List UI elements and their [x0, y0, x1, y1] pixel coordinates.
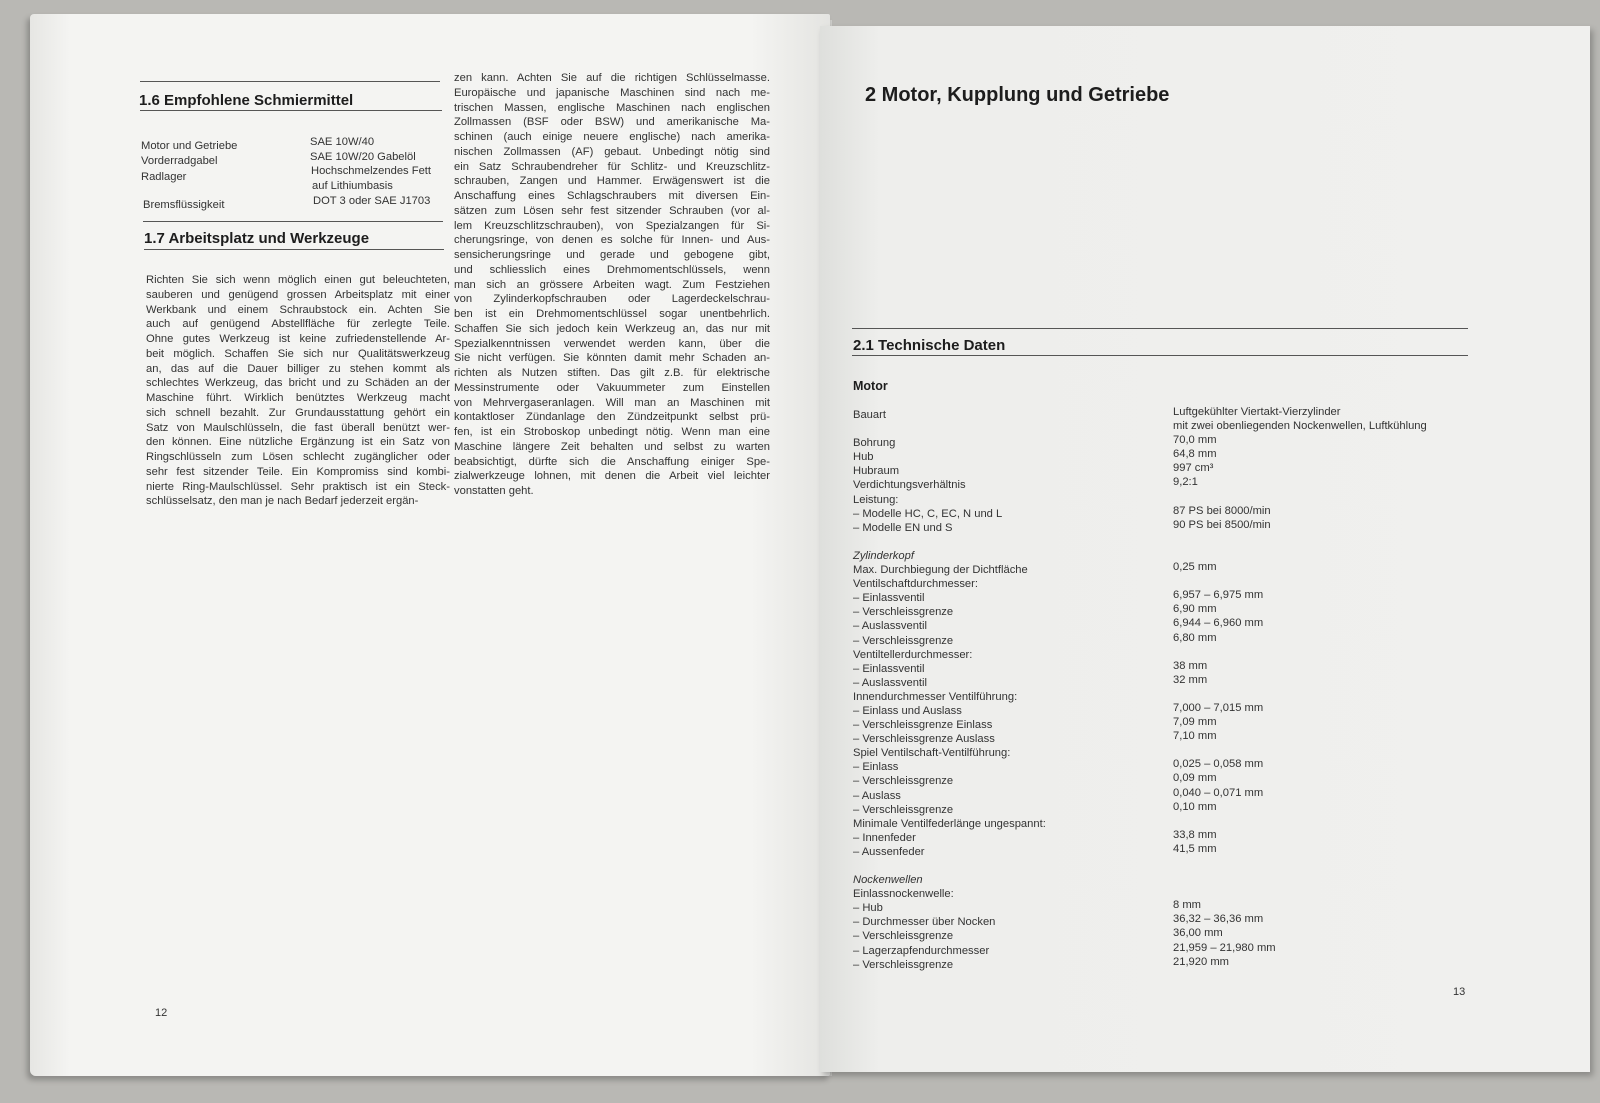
spec-label: Spiel Ventilschaft-Ventilführung:	[853, 747, 1011, 760]
text-line: Maschine führt. Wirklich benütztes Werkzeug macht	[146, 392, 450, 404]
section-title-2-1: 2.1 Technische Daten	[853, 337, 1006, 354]
spec-value: 7,10 mm	[1173, 730, 1217, 743]
text-line: sich schnell bezahlt. Zur Grundausstattung gehört ein	[146, 406, 450, 419]
text-line: sehr fest sitzender Teile. Ein Kompromiss sind kombi-	[146, 465, 450, 478]
spec-label: – Verschleissgrenze Auslass	[853, 733, 995, 746]
rule	[852, 328, 1468, 329]
lubricant-value: SAE 10W/20 Gabelöl	[310, 151, 416, 163]
spec-label: – Lagerzapfendurchmesser	[853, 944, 990, 957]
spec-value: 38 mm	[1173, 659, 1208, 672]
spec-label: Innendurchmesser Ventilführung:	[853, 690, 1018, 703]
lubricant-value: Hochschmelzendes Fett	[311, 165, 432, 177]
spec-value: 0,10 mm	[1173, 800, 1217, 813]
right-page	[820, 26, 1590, 1072]
text-line: von Mehrvergaseranlagen. Will man an Maschinen mit	[454, 396, 770, 409]
spec-value: 70,0 mm	[1173, 434, 1217, 447]
spec-label: – Verschleissgrenze	[853, 930, 954, 943]
text-line: schlechtes Werkzeug, das bricht und zu Schäden an der	[146, 377, 450, 390]
spec-label: – Modelle HC, C, EC, N und L	[853, 507, 1003, 520]
spec-label: Verdichtungsverhältnis	[853, 479, 966, 492]
lubricant-label: Vorderradgabel	[141, 155, 218, 167]
text-line: Werkbank und einem Schraubstock ein. Achten Sie	[146, 303, 450, 316]
spec-value: 6,944 – 6,960 mm	[1173, 617, 1264, 630]
chapter-title: 2 Motor, Kupplung und Getriebe	[865, 84, 1170, 106]
spec-label: – Verschleissgrenze	[853, 803, 954, 816]
text-line: beit möglich. Schaffen Sie sich nur Qualitätswerkzeug	[146, 347, 450, 360]
spec-group-heading: Zylinderkopf	[853, 549, 914, 562]
spec-value: 7,09 mm	[1173, 716, 1217, 729]
spec-label: – Einlass und Auslass	[853, 704, 962, 717]
text-line: Zollmassen (BSF oder BSW) und amerikanische Ma-	[454, 116, 770, 129]
spec-label: – Verschleissgrenze Einlass	[853, 719, 993, 732]
text-column-2	[454, 71, 770, 499]
text-line: Ringschlüsseln zum Lösen schlecht zugänglicher oder	[146, 451, 450, 463]
text-line: auch auf genügend Abstellfläche für zerlegte Teile.	[146, 318, 450, 331]
page-number-left: 12	[155, 1007, 168, 1019]
spec-label: – Aussenfeder	[853, 845, 925, 858]
text-line: nischen Zollmassen (AF) gebaut. Unbedingt nötig sind	[454, 145, 770, 158]
text-line: zialwerkzeuge lohnen, mit denen die Arbeit viel leichter	[454, 470, 770, 483]
text-line: trischen Massen, englische Maschinen nach englischen	[454, 101, 770, 114]
lubricant-value: SAE 10W/40	[310, 136, 375, 148]
lubricant-value: DOT 3 oder SAE J1703	[313, 195, 431, 207]
spec-group-heading: Nockenwellen	[853, 874, 923, 887]
text-line: sauberen und genügend grossen Arbeitsplatz mit einer	[146, 288, 450, 301]
spec-value	[1173, 574, 1503, 588]
spec-value	[1173, 546, 1503, 560]
text-line: sensicherungsringe und gerade und gebogene gibt,	[454, 249, 770, 261]
text-line: zen kann. Achten Sie auf die richtigen Schlüsselmasse.	[454, 72, 770, 84]
spec-value: 997 cm³	[1173, 462, 1214, 475]
spec-value	[1173, 490, 1503, 504]
spec-label: Bauart	[853, 409, 886, 421]
spec-value	[1173, 645, 1503, 659]
spec-value: 64,8 mm	[1173, 448, 1217, 461]
text-line: richten als Nutzen stiften. Das gilt z.B. für elektrische	[454, 367, 770, 379]
text-line: vonstatten geht.	[454, 485, 534, 497]
text-column-1	[146, 273, 450, 509]
lubricant-label: Radlager	[141, 171, 187, 183]
text-line: kontaktloser Zündanlage den Zündzeitpunkt selbst prü-	[454, 411, 770, 424]
rule	[852, 355, 1468, 356]
text-line: Ohne gutes Werkzeug ist keine zufriedenstellende Ar-	[146, 333, 450, 345]
spec-label	[853, 859, 1173, 873]
text-line: Schaffen Sie sich jedoch kein Werkzeug an, das nur mit	[454, 322, 770, 335]
spec-label: – Einlass	[853, 761, 899, 774]
spec-label: Bohrung	[853, 437, 896, 450]
section-title-1-7: 1.7 Arbeitsplatz und Werkzeuge	[144, 230, 370, 247]
rule	[143, 221, 443, 222]
spec-value: 0,025 – 0,058 mm	[1173, 758, 1264, 771]
text-line: fen, ist ein Stroboskop unbedingt nötig. Wenn man eine	[454, 426, 770, 438]
spec-value: 21,959 – 21,980 mm	[1173, 941, 1276, 954]
text-line: und schliesslich eines Drehmomentschlüssels, wenn	[454, 263, 770, 276]
spec-label: – Innenfeder	[853, 831, 916, 844]
spec-label: Hubraum	[853, 465, 900, 478]
text-line: nierte Ring-Maulschlüssel. Sehr praktisch ist ein Steck-	[146, 480, 450, 493]
spec-value: mit zwei obenliegenden Nockenwellen, Luftkühlung	[1173, 420, 1427, 433]
spec-label: – Modelle EN und S	[853, 521, 953, 534]
text-line: schrauben, Zangen und Hammer. Erwägenswert ist die	[454, 175, 770, 188]
spec-value: 9,2:1	[1173, 476, 1198, 489]
spec-value	[1173, 856, 1503, 870]
spec-label: – Einlassventil	[853, 662, 925, 675]
text-line: cherungsringe, von denen es solche für Innen- und Aus-	[454, 234, 770, 247]
spec-label: – Verschleissgrenze	[853, 775, 954, 788]
spec-label: – Verschleissgrenze	[853, 634, 954, 647]
spec-value: 32 mm	[1173, 673, 1208, 686]
spec-label: – Einlassventil	[853, 592, 925, 605]
text-line: Richten Sie sich wenn möglich einen gut beleuchteten,	[146, 274, 450, 286]
spec-label: Ventilschaftdurchmesser:	[853, 578, 978, 591]
spec-label: Einlassnockenwelle:	[853, 888, 954, 901]
text-line: Spezialkenntnissen verwendet werden kann, über die	[454, 337, 770, 350]
spec-value: 6,90 mm	[1173, 603, 1217, 616]
spec-value	[1173, 687, 1503, 701]
spec-labels	[853, 408, 1173, 972]
spec-label: – Hub	[853, 902, 883, 915]
text-line: Sie nicht verfügen. Sie könnten damit mehr Schaden an-	[454, 352, 770, 365]
spec-label: Minimale Ventilfederlänge ungespannt:	[853, 817, 1046, 830]
lubricant-label: Motor und Getriebe	[141, 140, 238, 152]
spec-label: Leistung:	[853, 493, 899, 506]
rule	[140, 110, 442, 111]
text-line: lem Kreuzschlitzschrauben), von Spezialzangen für Si-	[454, 219, 770, 232]
text-line: Maschine längere Zeit behalten und selbst zu warten	[454, 440, 770, 453]
text-line: an, das auf die Dauer billiger zu stehen kommt als	[146, 362, 450, 375]
text-line: ben ist ein Drehmomentschlüssel sogar unentbehrlich.	[454, 308, 770, 320]
text-line: Anschaffung eines Schlagschraubers mit diversen Ein-	[454, 190, 770, 202]
spec-value: 7,000 – 7,015 mm	[1173, 701, 1264, 714]
spec-value: 33,8 mm	[1173, 828, 1217, 841]
spec-value	[1173, 814, 1503, 828]
spec-value: 0,09 mm	[1173, 772, 1217, 785]
text-line: sätzen zum Lösen sehr fest sitzender Schrauben (vor al-	[454, 204, 770, 217]
spec-value: 87 PS bei 8000/min	[1173, 504, 1271, 517]
spec-label: – Verschleissgrenze	[853, 958, 954, 971]
spec-label: – Auslassventil	[853, 676, 928, 689]
text-line: schinen (auch einige neuere englische) nach amerika-	[454, 131, 770, 143]
spec-value: 36,00 mm	[1173, 927, 1223, 940]
spec-value	[1173, 532, 1503, 546]
spec-value: 41,5 mm	[1173, 842, 1217, 855]
text-line: von Zylinderkopfschrauben oder Lagerdeckelschrau-	[454, 293, 770, 306]
text-line: beabsichtigt, dürfte sich die Anschaffung einiger Spe-	[454, 455, 770, 468]
spec-label: – Auslassventil	[853, 620, 928, 633]
spec-value: 6,957 – 6,975 mm	[1173, 589, 1264, 602]
spec-label	[853, 535, 1173, 549]
rule	[144, 249, 444, 250]
spec-label: – Auslass	[853, 789, 901, 802]
text-line: schlüsselsatz, den man je nach Bedarf jederzeit ergän-	[146, 495, 419, 508]
spec-value: 8 mm	[1173, 899, 1201, 912]
left-page	[30, 14, 830, 1076]
spec-label: – Verschleissgrenze	[853, 606, 954, 619]
spec-value	[1173, 743, 1503, 757]
rule	[140, 81, 440, 82]
spec-value: 6,80 mm	[1173, 631, 1217, 644]
spec-label: – Durchmesser über Nocken	[853, 916, 996, 929]
text-line: Satz von Maulschlüsseln, die fast überall benützt wer-	[146, 421, 450, 434]
text-line: Messinstrumente oder Vakuummeter zum Einstellen	[454, 381, 770, 394]
spec-label: Hub	[853, 451, 874, 464]
spec-value: 0,25 mm	[1173, 561, 1217, 574]
spec-value	[1173, 870, 1503, 884]
page-number-right: 13	[1453, 986, 1466, 998]
spec-value: 36,32 – 36,36 mm	[1173, 913, 1264, 926]
spec-value	[1173, 884, 1503, 898]
spec-value: 90 PS bei 8500/min	[1173, 518, 1271, 531]
spec-label: Max. Durchbiegung der Dichtfläche	[853, 564, 1028, 577]
section-title-1-6: 1.6 Empfohlene Schmiermittel	[139, 92, 354, 109]
spec-value: Luftgekühlter Viertakt-Vierzylinder	[1173, 406, 1341, 418]
lubricant-label: Bremsflüssigkeit	[143, 199, 225, 211]
lubricant-value: auf Lithiumbasis	[312, 180, 393, 192]
text-line: ein Satz Schraubendreher für Schlitz- und Kreuzschlitz-	[454, 160, 770, 173]
spec-value: 21,920 mm	[1173, 955, 1229, 968]
text-line: man sich an grössere Arbeiten wagt. Zum Festziehen	[454, 278, 770, 291]
text-line: Europäische und japanische Maschinen sind nach me-	[454, 86, 770, 99]
text-line: den können. Eine nützliche Ergänzung ist ein Satz von	[146, 436, 450, 449]
spec-label: Ventiltellerdurchmesser:	[853, 648, 973, 661]
subhead-motor: Motor	[853, 379, 888, 393]
spec-value: 0,040 – 0,071 mm	[1173, 786, 1264, 799]
spec-label	[853, 422, 1173, 436]
spec-values	[1173, 405, 1503, 969]
